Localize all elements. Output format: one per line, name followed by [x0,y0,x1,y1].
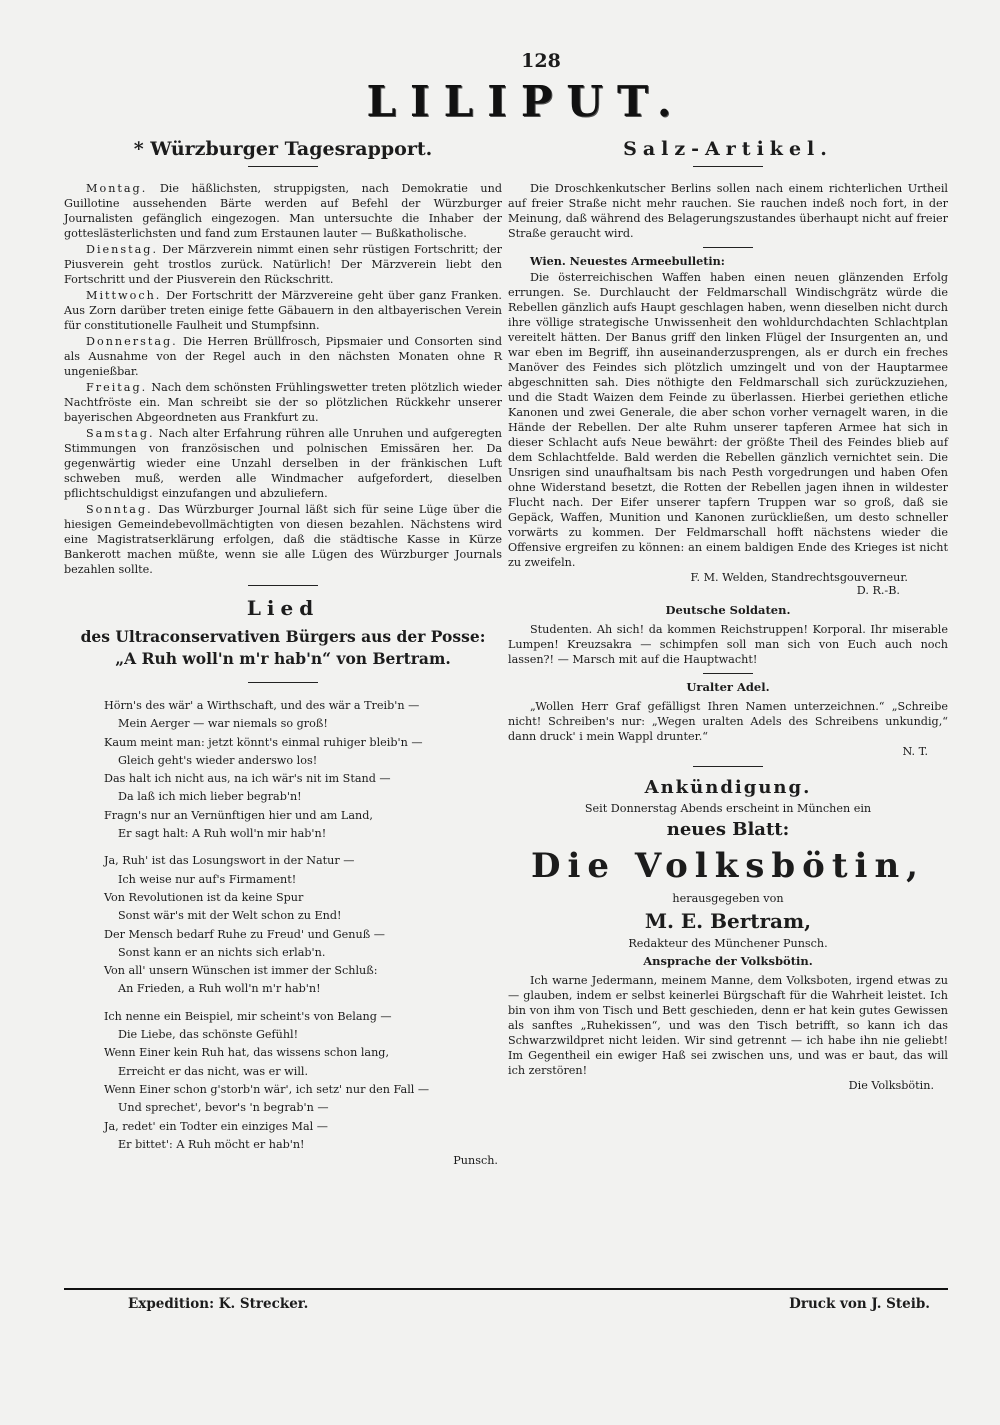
footer-druck: Druck von J. Steib. [789,1296,930,1312]
soldaten-heading: Deutsche Soldaten. [665,603,791,617]
right-column [508,134,948,1167]
ansprache-text: Ich warne Jedermann, meinem Manne, dem Volksboten, irgend etwas zu — glauben, indem er selbst keinerlei Bürgschaft für die Wahrheit leistet. Ich bin von ihm von Tisch und Bett geschieden, denn er hat kein gutes Gewissen als sanftes „Ruhekissen“, und was den Tisch betrifft, so kann ich das Schwarzwildpret nicht leiden. Wir sind getrennt — ich habe ihn nie geliebt! Im Gegentheil ein ewiger Haß sei zwischen uns, und was er baut, das will ich zerstören! [508,974,948,1077]
section-rule [248,585,318,586]
lied-signature: Punsch. [453,1154,498,1168]
footer [64,1296,930,1312]
herausgegeben-von: herausgegeben von [672,892,784,905]
lied-rule [248,682,318,683]
bulletin-signature-2: D. R.-B. [856,584,900,597]
adel-text: „Wollen Herr Graf gefälligst Ihren Namen unterzeichnen.“ „Schreibe nicht! Schreiben's nur: „Wegen uralten Adels des Schreibens unkundig,“ dann druck' i mein Wappl drunter.“ [508,700,948,743]
entry-samstag: Samstag. Nach alter Erfahrung rühren alle Unruhen und aufgeregten Stimmungen von französischen und polnischen Emissären her. Da gegenwärtig wieder eine Unzahl derselben in der fränkischen Luft schweben muß, werden alle Windmacher aufgefordert, dieselben pflichtschuldigst einzufangen und abzuliefern. [64,427,503,500]
title-rule [248,166,318,167]
editor-name: M. E. Bertram, [644,909,812,933]
divider [703,247,753,248]
page-number: 128 [521,50,561,72]
entry-donnerstag: Donnerstag. Die Herren Brüllfrosch, Pipsmaier und Consorten sind als Ausnahme von der Regel auch in den nächsten Monaten ohne R ungenießbar. [64,335,502,378]
bulletin-text: Die österreichischen Waffen haben einen neuen glänzenden Erfolg errungen. Se. Durchlaucht der Feldmarschall Windischgrätz würde die Rebellen gänzlich aufs Haupt geschlagen haben, wenn dieselben nicht durch ihre völlige strategische Unwissenheit den wohldurchdachten Schlachtplan vereitelt hätten. Der Banus griff den linken Flügel der Insurgenten an, und war eben im Begriff, ihn auseinanderzusprengen, als er durch ein freches Manöver des Feindes sich plötzlich umzingelt und von der Hauptarmee abgeschnitten sah. Dies nöthigte den Feldmarschall sich zurückzuziehen, und die Stadt Waizen dem Feinde zu überlassen. Hierbei geriethen etliche Kanonen und zwei Generale, die aber schon vorher vernagelt waren, in die Hände der Rebellen. Der alte Ruhm unserer tapferen Armee hat sich in dieser Schlacht aufs Neue bewährt: der größte Theil des Feindes blieb auf dem Schlachtfelde. Bald werden die Rebellen gänzlich vernichtet sein. Die Unsrigen sind unaufhaltsam bis nach Pesth vorgedrungen und haben Ofen ohne Widerstand besetzt, die Rotten der Rebellen jagen ihnen in wildester Flucht nach. Der Eifer unserer tapfern Truppen war so groß, daß sie Gepäck, Waffen, Munition und Kanonen zurückließen, um desto schneller vorwärts zu kommen. Der Feldmarschall hofft nächstens wieder die Offensive ergreifen zu können: an einem baldigen Ende des Krieges ist nicht zu zweifeln. [508,271,948,569]
entry-dienstag: Dienstag. Der Märzverein nimmt einen sehr rüstigen Fortschritt; der Piusverein geht trostlos zurück. Natürlich! Der Märzverein liebt den Fortschritt und der Piusverein den Rückschritt. [64,243,502,286]
lied-verses: Hörn's des wär' a Wirthschaft, und des wär a Treib'n — Mein Aerger — war niemals so groß! Kaum meint man: jetzt könnt's einmal ruhiger bleib'n — Gleich geht's wieder anderswo los! Das halt ich nicht aus, na ich wär's nit im Stand — Da laß ich mich lieber begrab'n! Fragn's nur an Vernünftigen hier und am Land, Er sagt halt: A Ruh woll'n mir hab'n! Ja, Ruh' ist das Losungswort in der Natur — Ich weise nur auf's Firmament! Von Revolutionen ist da keine Spur Sonst wär's mit der Welt schon zu End! Der Mensch bedarf Ruhe zu Freud' und Genuß — Sonst kann er an nichts sich erlab'n. Von all' unsern Wünschen ist immer der Schluß: An Frieden, a Ruh woll'n m'r hab'n! Ich nenne ein Beispiel, mir scheint's von Belang — Die Liebe, das schönste Gefühl! Wenn Einer kein Ruh hat, das wissens schon lang, Erreicht er das nicht, was er will. Wenn Einer schon g'storb'n wär', ich setz' nur den Fall — Und sprechet', bevor's 'n begrab'n — Ja, redet' ein Todter ein einziges Mal — Er bittet': A Ruh möcht er hab'n! [104,699,430,1151]
adel-signature: N. T. [902,745,928,758]
adel-heading: Uralter Adel. [686,680,770,694]
lied-subtitle: des Ultraconservativen Bürgers aus der Posse: „A Ruh woll'n m'r hab'n“ von Bertram. [80,627,486,668]
ankuendigung-title: Ankündigung. [644,777,812,798]
divider-2 [703,673,753,674]
volksboetin-title: Die Volksbötin, [530,846,926,886]
masthead-title: LILIPUT. [366,77,686,126]
droschken-paragraph: Die Droschkenkutscher Berlins sollen nach einem richterlichen Urtheil auf freier Straße nicht mehr rauchen. Sie rauchen indeß noch fort, in der Meinung, daß während des Belagerungszustandes überhaupt nicht auf freier Straße geraucht wird. [508,182,948,240]
bulletin-lead: Wien. Neuestes Armeebulletin: [530,254,725,268]
lied-title: Lied [246,596,320,620]
entry-mittwoch: Mittwoch. Der Fortschritt der Märzvereine geht über ganz Franken. Aus Zorn darüber treten einige fette Gäbauern in den altbayerischen Verein für constitutionelle Faulheit und Stumpfsinn. [64,289,502,332]
entry-sonntag: Sonntag. Das Würzburger Journal läßt sich für seine Lüge über die hiesigen Gemeindebevollmächtigten von diesen bezahlen. Nächstens wird eine Magistratserklärung erfolgen, daß die städtische Kasse in Kürze Bankerott machen müßte, wenn sie alle Lügen des Würzburger Journals bezahlen sollte. [64,503,502,576]
salz-rule [693,166,763,167]
salz-artikel-title: Salz-Artikel. [623,138,833,160]
left-column [64,134,502,1167]
bulletin-signature: F. M. Welden, Standrechtsgouverneur. [690,571,908,584]
ansprache-heading: Ansprache der Volksbötin. [643,954,813,968]
ansprache-signature: Die Volksbötin. [848,1079,934,1092]
neues-blatt: neues Blatt: [666,819,790,840]
tagesrapport-entries [64,181,502,577]
columns [64,134,948,1167]
footer-expedition: Expedition: K. Strecker. [128,1296,309,1312]
bottom-rule [64,1288,948,1290]
soldaten-text: Studenten. Ah sich! da kommen Reichstruppen! Korporal. Ihr miserable Lumpen! Kreuzsakra — schimpfen soll man sich von Euch auch noch lassen?! — Marsch mit auf die Hauptwacht! [508,623,948,666]
entry-montag: Montag. Die häßlichsten, struppigsten, nach Demokratie und Guillotine aussehenden Bärte werden auf Befehl der Würzburger Journalisten gefänglich eingezogen. Man untersuchte die Inhaber der gotteslästerlichsten und fand zum Erstaunen lauter — Bußkatholische. [64,182,503,240]
ankuendigung-line: Seit Donnerstag Abends erscheint in München ein [584,802,872,815]
entry-freitag: Freitag. Nach dem schönsten Frühlingswetter treten plötzlich wieder Nachtfröste ein. Man schreibt sie der so plötzlichen Rückkehr unserer bayerischen Abgeordneten aus Frankfurt zu. [64,381,503,424]
divider-3 [693,766,763,767]
tagesrapport-title: * Würzburger Tagesrapport. [133,138,433,160]
editor-role: Redakteur des Münchener Punsch. [628,937,828,950]
